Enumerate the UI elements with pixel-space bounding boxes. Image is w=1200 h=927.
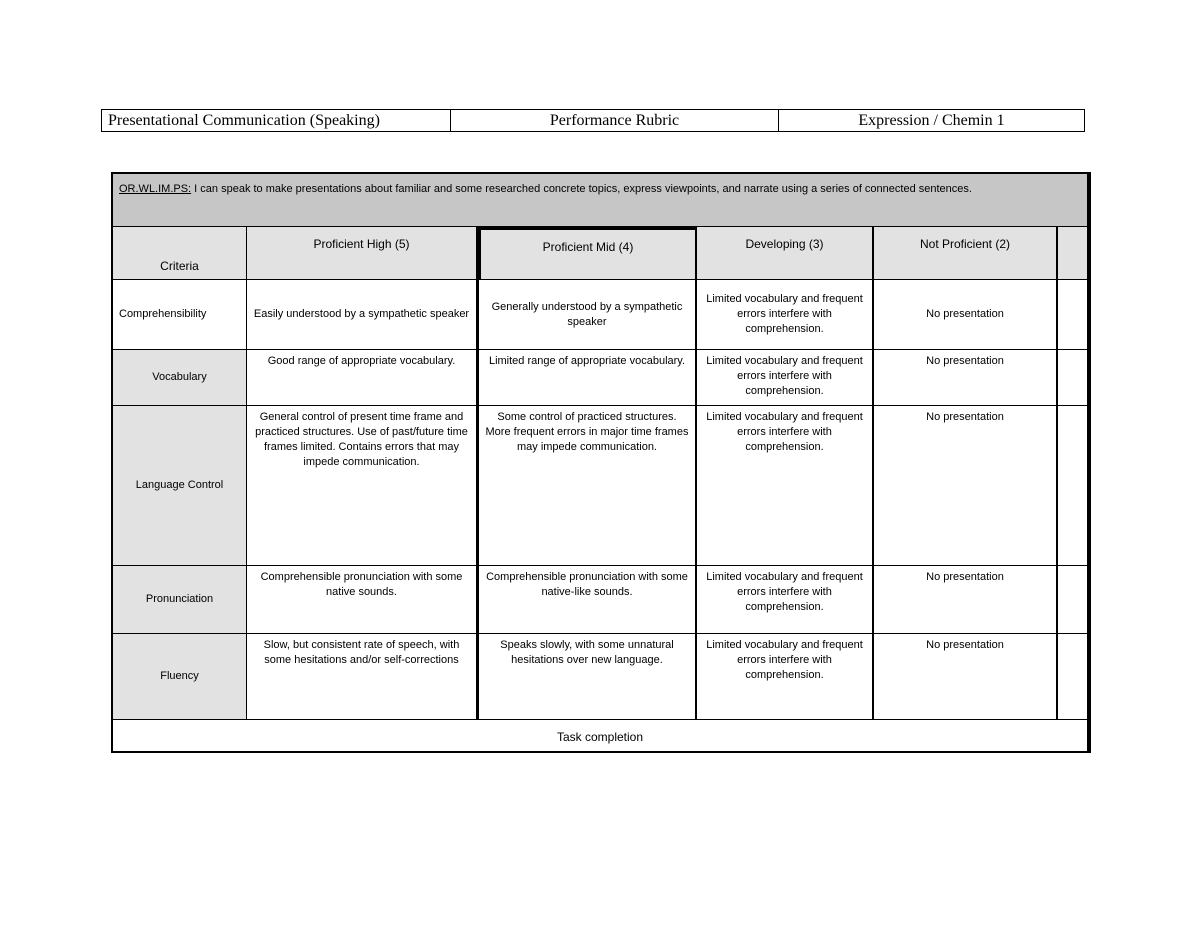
table-row — [113, 633, 1087, 719]
column-header-empty — [1058, 227, 1087, 279]
proficient-mid-cell: Some control of practiced structures. More frequent errors in major time frames may impede communication. — [479, 406, 697, 565]
table-row — [113, 279, 1087, 349]
criteria-cell: Pronunciation — [113, 566, 247, 633]
column-header-row — [113, 226, 1087, 279]
not-proficient-cell: No presentation — [874, 280, 1058, 349]
task-completion-row: Task completion — [113, 719, 1087, 753]
criteria-cell: Comprehensibility — [113, 280, 247, 349]
proficient-high-cell: Comprehensible pronunciation with some native sounds. — [247, 566, 479, 633]
header-mode-title: Presentational Communication (Speaking) — [102, 110, 451, 132]
not-proficient-cell: No presentation — [874, 350, 1058, 405]
proficient-mid-cell: Speaks slowly, with some unnatural hesitations over new language. — [479, 634, 697, 719]
not-proficient-cell: No presentation — [874, 634, 1058, 719]
developing-cell: Limited vocabulary and frequent errors interfere with comprehension. — [697, 280, 874, 349]
not-proficient-cell: No presentation — [874, 406, 1058, 565]
developing-cell: Limited vocabulary and frequent errors interfere with comprehension. — [697, 634, 874, 719]
proficient-high-cell: General control of present time frame and practiced structures. Use of past/future time frames limited. Contains errors that may impede communication. — [247, 406, 479, 565]
column-header-proficient-mid: Proficient Mid (4) — [479, 227, 697, 279]
rubric-header — [101, 109, 1085, 132]
standard-text: I can speak to make presentations about familiar and some researched concrete topics, express viewpoints, and narrate using a series of connected sentences. — [191, 183, 972, 195]
developing-cell: Limited vocabulary and frequent errors interfere with comprehension. — [697, 350, 874, 405]
rubric-table — [111, 172, 1091, 753]
proficient-mid-cell: Comprehensible pronunciation with some native-like sounds. — [479, 566, 697, 633]
column-header-proficient-high: Proficient High (5) — [247, 227, 479, 279]
proficient-high-cell: Good range of appropriate vocabulary. — [247, 350, 479, 405]
empty-cell — [1058, 350, 1087, 405]
table-row — [113, 565, 1087, 633]
proficient-mid-cell: Generally understood by a sympathetic speaker — [479, 280, 697, 349]
developing-cell: Limited vocabulary and frequent errors interfere with comprehension. — [697, 566, 874, 633]
empty-cell — [1058, 280, 1087, 349]
criteria-cell: Language Control — [113, 406, 247, 565]
header-rubric-title: Performance Rubric — [451, 110, 779, 132]
criteria-cell: Vocabulary — [113, 350, 247, 405]
empty-cell — [1058, 634, 1087, 719]
column-header-developing: Developing (3) — [697, 227, 874, 279]
column-header-not-proficient: Not Proficient (2) — [874, 227, 1058, 279]
empty-cell — [1058, 566, 1087, 633]
proficient-high-cell: Easily understood by a sympathetic speaker — [247, 280, 479, 349]
proficient-mid-cell: Limited range of appropriate vocabulary. — [479, 350, 697, 405]
developing-cell: Limited vocabulary and frequent errors interfere with comprehension. — [697, 406, 874, 565]
header-course-title: Expression / Chemin 1 — [779, 110, 1085, 132]
proficient-high-cell: Slow, but consistent rate of speech, with some hesitations and/or self-corrections — [247, 634, 479, 719]
table-row — [113, 405, 1087, 565]
not-proficient-cell: No presentation — [874, 566, 1058, 633]
standard-code: OR.WL.IM.PS: — [119, 183, 192, 195]
empty-cell — [1058, 406, 1087, 565]
table-row — [113, 349, 1087, 405]
standard-statement — [113, 174, 1087, 226]
column-header-criteria: Criteria — [113, 227, 247, 279]
criteria-cell: Fluency — [113, 634, 247, 719]
